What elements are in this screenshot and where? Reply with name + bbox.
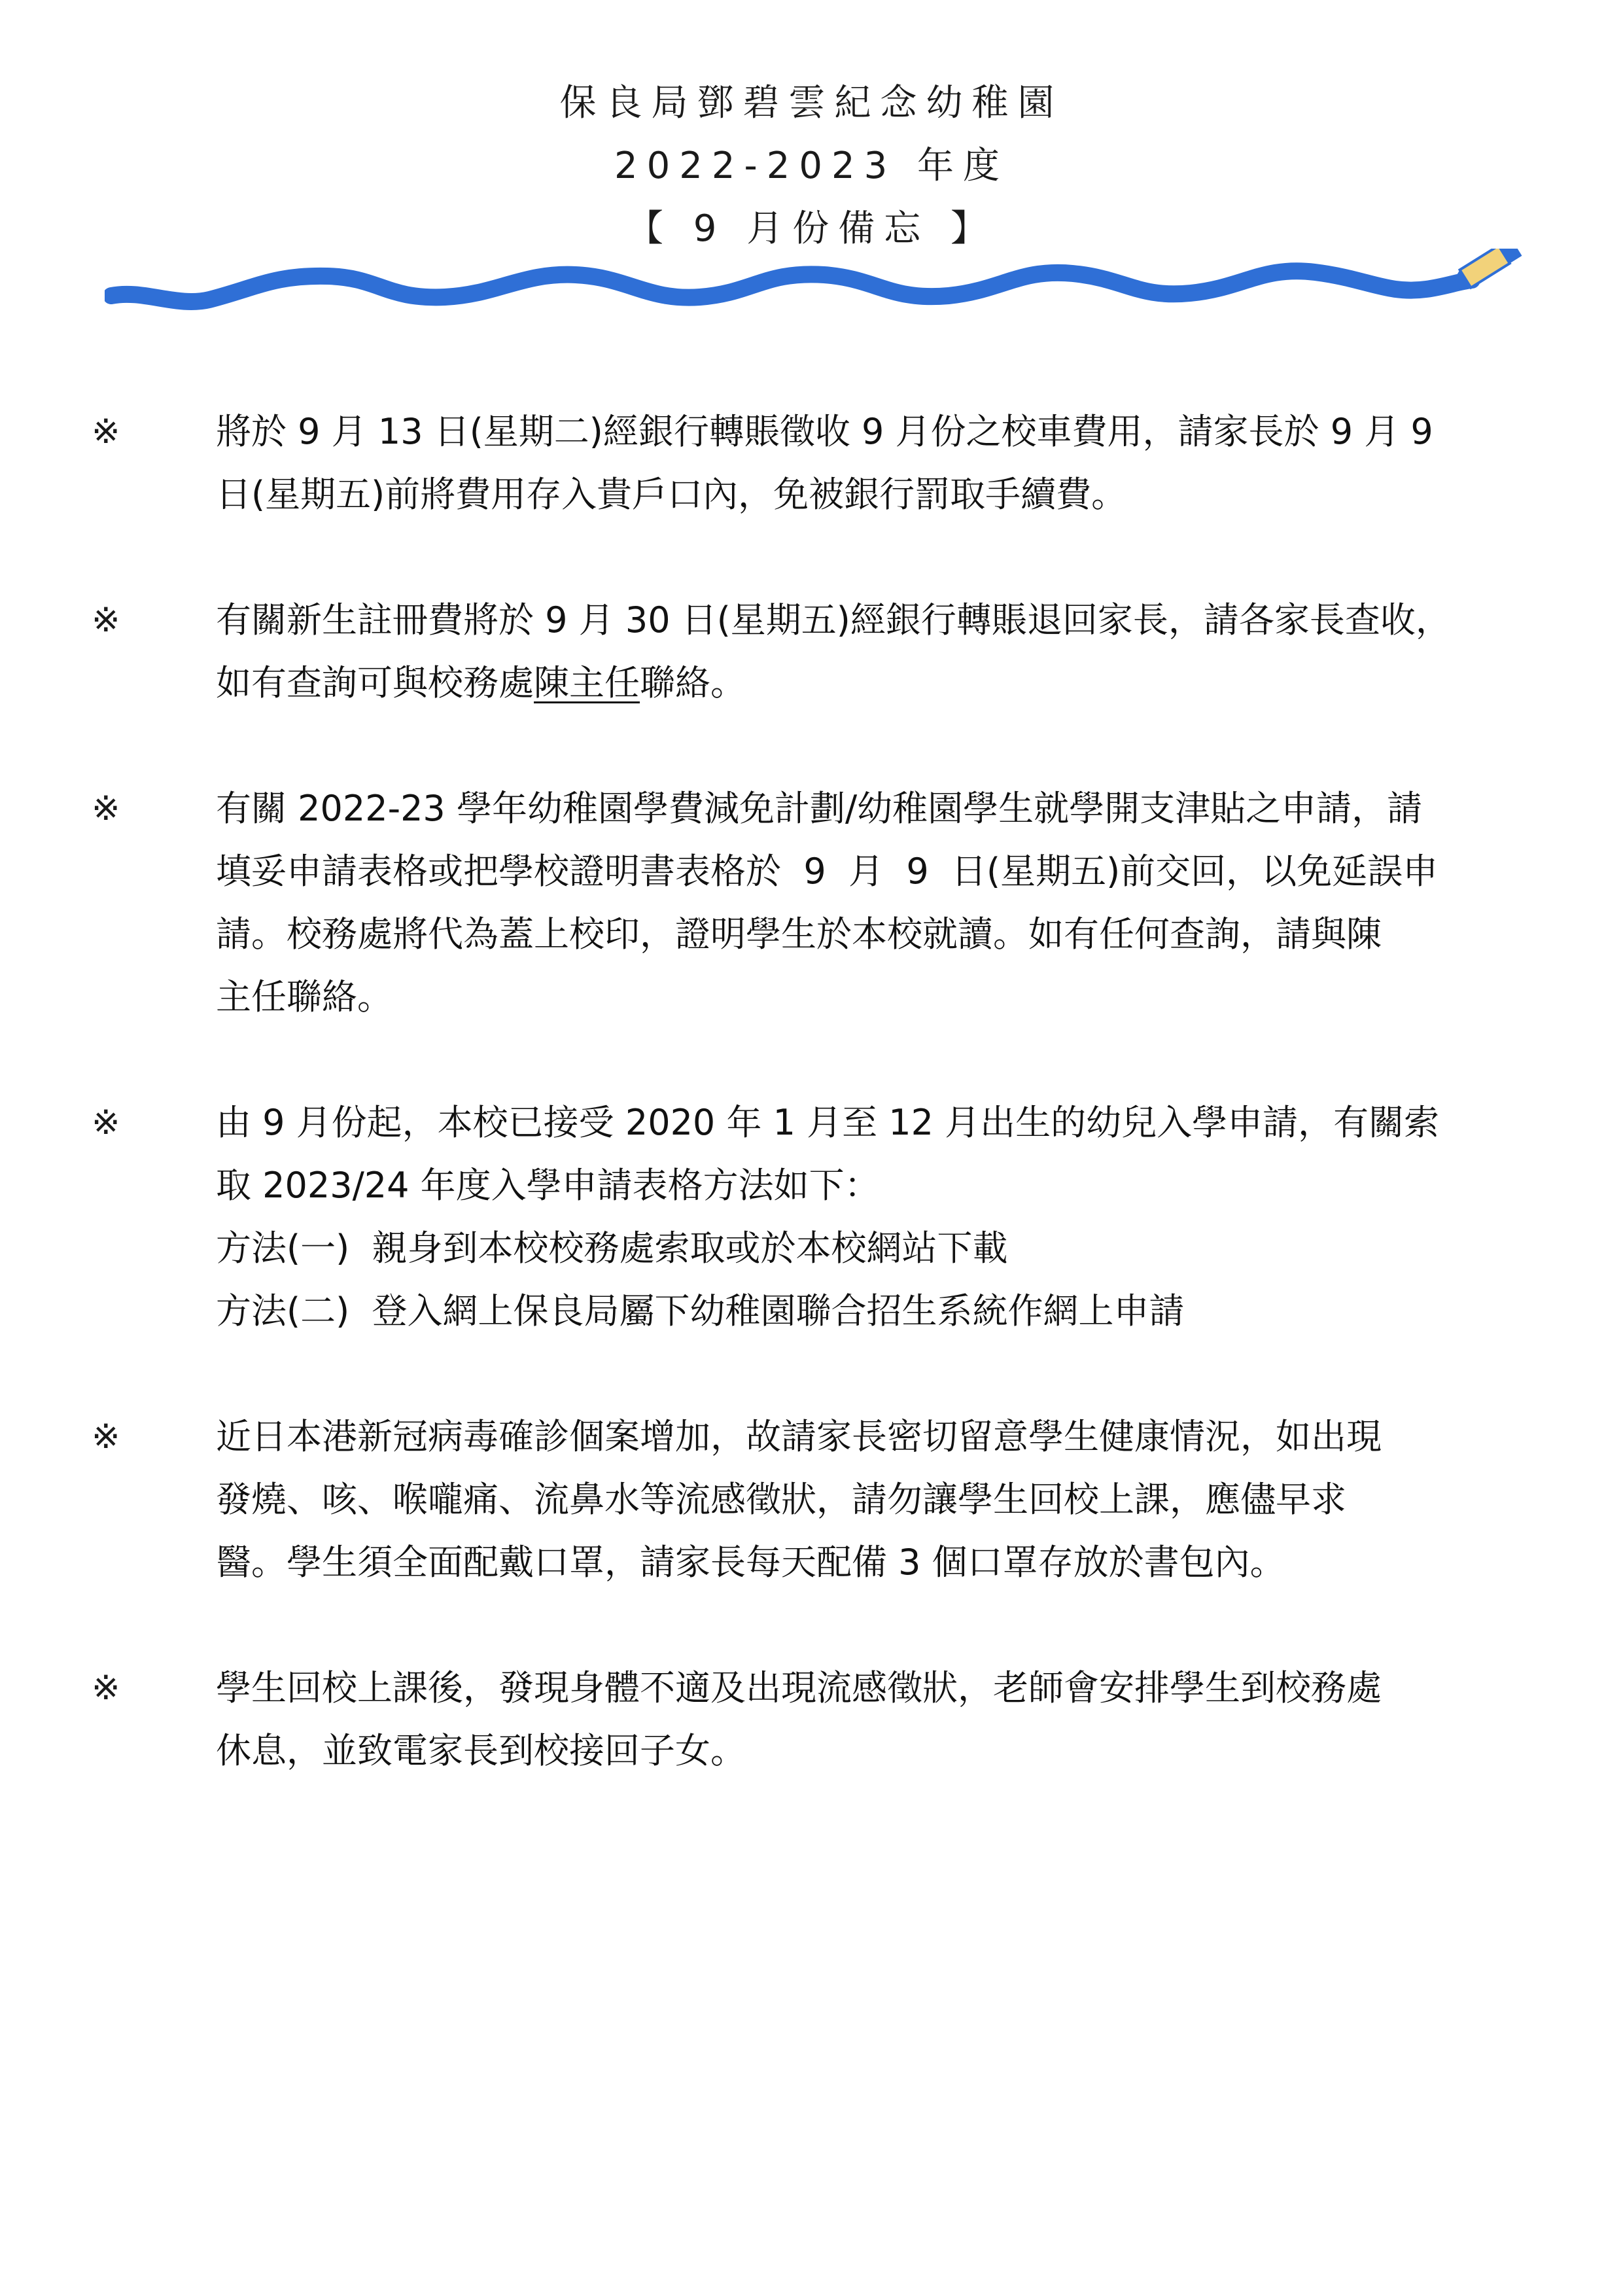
notice-line: 主任聯絡。 [216, 976, 393, 1017]
notice-line: 休息，並致電家長到校接回子女。 [216, 1730, 746, 1771]
wave-line [111, 271, 1472, 302]
notice-line: 有關新生註冊費將於 9 月 30 日(星期五)經銀行轉賬退回家長，請各家長查收， [216, 599, 1451, 641]
notice-line: 有關 2022-23 學年幼稚園學費減免計劃/幼稚園學生就學開支津貼之申請，請 [216, 788, 1423, 829]
notice-text: 聯絡。 [640, 662, 746, 703]
notice-item [92, 589, 1531, 715]
notice-line: 發燒、咳、喉嚨痛、流鼻水等流感徵狀，請勿讓學生回校上課，應儘早求 [216, 1479, 1346, 1520]
school-name: 保良局鄧碧雲紀念幼稚園 [559, 82, 1064, 124]
notice-line: 學生回校上課後，發現身體不適及出現流感徵狀，老師會安排學生到校務處 [216, 1667, 1382, 1708]
notice-line: 醫。學生須全面配戴口罩，請家長每天配備 3 個口罩存放於書包內。 [216, 1542, 1285, 1583]
school-year: 2022-2023 年度 [614, 145, 1009, 187]
reference-mark: ※ [92, 1417, 120, 1457]
notice-line: 請。校務處將代為蓋上校印，證明學生於本校就讀。如有任何查詢，請與陳 [216, 913, 1382, 955]
method-line: 方法(二) 登入網上保良局屬下幼稚園聯合招生系統作網上申請 [216, 1290, 1185, 1332]
method-line: 方法(一) 親身到本校校務處索取或於本校網站下載 [216, 1227, 1008, 1269]
decorative-wave-divider [105, 249, 1537, 327]
notice-line: 近日本港新冠病毒確診個案增加，故請家長密切留意學生健康情況，如出現 [216, 1416, 1382, 1457]
notice-line: 填妥申請表格或把學校證明書表格於 9 月 9 日(星期五)前交回，以免延誤申 [216, 851, 1439, 892]
notice-line: 由 9 月份起，本校已接受 2020 年 1 月至 12 月出生的幼兒入學申請，有關索 [216, 1102, 1440, 1143]
notice-item [92, 777, 1531, 1029]
reference-mark: ※ [92, 789, 120, 828]
document-header [0, 72, 1623, 260]
notice-line: 日(星期五)前將費用存入貴戶口內，免被銀行罰取手續費。 [216, 474, 1127, 515]
reference-mark: ※ [92, 412, 120, 451]
reference-mark: ※ [92, 601, 120, 640]
notice-line: 取 2023/24 年度入學申請表格方法如下： [216, 1165, 880, 1206]
memo-title: 【 9 月份備忘 】 [626, 207, 997, 250]
notice-list [92, 400, 1531, 1845]
notice-item [92, 400, 1531, 526]
wave-pencil-illustration [105, 249, 1537, 327]
reference-mark: ※ [92, 1103, 120, 1142]
contact-person: 陳主任 [534, 662, 640, 703]
notice-text: 如有查詢可與校務處 [216, 662, 534, 703]
notice-line: 將於 9 月 13 日(星期二)經銀行轉賬徵收 9 月份之校車費用，請家長於 9 月 9 [216, 411, 1433, 452]
notice-item [92, 1657, 1531, 1782]
notice-line [216, 652, 1531, 715]
notice-item [92, 1405, 1531, 1594]
reference-mark: ※ [92, 1669, 120, 1708]
notice-item [92, 1091, 1531, 1343]
